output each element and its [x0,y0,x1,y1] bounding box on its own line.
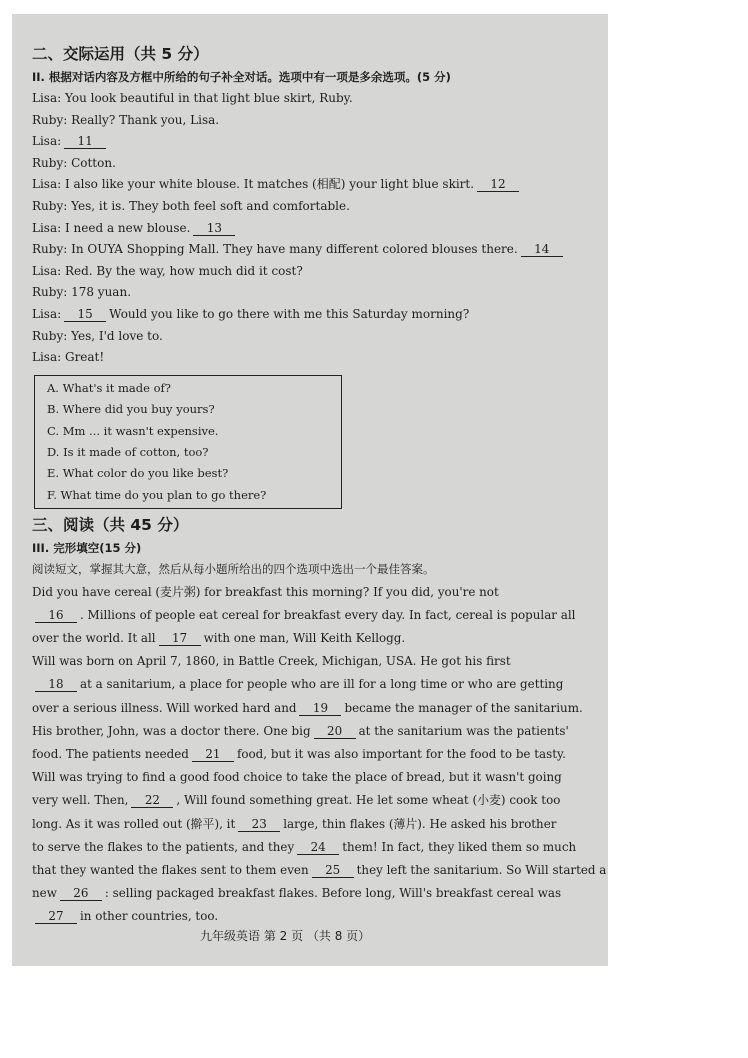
answer-blank: 27 [35,909,77,924]
line-text: Ruby: Cotton. [32,155,116,170]
answer-blank: 21 [192,747,234,762]
line-text: very well. Then, [32,793,129,808]
dialogue [32,88,600,369]
line-text: Lisa: I also like your white blouse. It matches (相配) your light blue skirt. [32,177,475,192]
text-line [32,218,600,240]
answer-blank: 25 [312,863,354,878]
answer-blank: 23 [238,817,280,832]
text-line [32,697,600,720]
exam-page [12,14,608,966]
text-line [32,581,600,604]
answer-blank: 24 [297,840,339,855]
line-text: Ruby: In OUYA Shopping Mall. They have many different colored blouses there. [32,242,518,257]
option-item: E. What color do you like best? [47,466,229,481]
text-line [32,282,600,304]
line-text: they left the sanitarium. So Will started a [356,862,607,877]
line-text: that they wanted the flakes sent to them even [32,862,309,877]
line-text: food, but it was also important for the food to be tasty. [236,746,566,761]
line-text: Lisa: [32,306,62,321]
line-text: : selling packaged breakfast flakes. Before long, Will's breakfast cereal was [104,886,562,901]
answer-blank: 13 [193,221,235,236]
option-item: B. Where did you buy yours? [47,402,215,417]
answer-blank: 14 [521,242,563,257]
text-line [32,88,600,110]
answer-blank: 15 [64,307,106,322]
text-line [32,789,600,812]
section3-title: 三、阅读（共 45 分） [32,516,189,535]
line-text: new [32,886,57,901]
text-line [32,743,600,766]
options-box [34,375,342,509]
line-text: Ruby: Yes, I'd love to. [32,328,163,343]
line-text: Ruby: Really? Thank you, Lisa. [32,112,220,127]
text-line [32,326,600,348]
line-text: Will was born on April 7, 1860, in Battle Creek, Michigan, USA. He got his first [32,654,511,669]
line-text: Lisa: Red. By the way, how much did it cost? [32,263,303,278]
line-text: in other countries, too. [80,909,219,924]
line-text: to serve the flakes to the patients, and they [32,839,295,854]
answer-blank: 22 [131,793,173,808]
line-text: food. The patients needed [32,746,189,761]
option-item: C. Mm ... it wasn't expensive. [47,423,219,438]
line-text: . Millions of people eat cereal for breakfast every day. In fact, cereal is popular all [80,607,576,622]
line-text: His brother, John, was a doctor there. One big [32,723,311,738]
text-line [32,813,600,836]
text-line [32,882,600,905]
section2-title: 二、交际运用（共 5 分） [32,45,209,63]
line-text: became the manager of the sanitarium. [344,700,583,715]
line-text: with one man, Will Keith Kellogg. [203,631,406,646]
text-line [32,859,607,882]
answer-blank: 12 [477,177,519,192]
option-item: D. Is it made of cotton, too? [47,444,209,459]
section2-instruction: II. 根据对话内容及方框中所给的句子补全对话。选项中有一项是多余选项。(5 分) [32,70,451,84]
answer-blank: 16 [35,608,77,623]
text-line [32,239,600,261]
text-line [32,650,600,673]
line-text: long. As it was rolled out (擀平), it [32,816,236,831]
text-line [32,720,600,743]
answer-blank: 17 [159,631,201,646]
line-text: Did you have cereal (麦片粥) for breakfast this morning? If you did, you're not [32,584,499,599]
text-line [32,627,600,650]
text-line [32,131,600,153]
page-footer: 九年级英语 第 2 页 （共 8 页） [200,929,371,943]
line-text: at a sanitarium, a place for people who are ill for a long time or who are getting [80,677,564,692]
line-text: Ruby: Yes, it is. They both feel soft and comfortable. [32,198,350,213]
answer-blank: 11 [64,134,106,149]
line-text: Will was trying to find a good food choice to take the place of bread, but it wasn't going [32,770,562,785]
answer-blank: 20 [314,724,356,739]
line-text: Ruby: 178 yuan. [32,285,132,300]
line-text: Lisa: You look beautiful in that light blue skirt, Ruby. [32,91,353,105]
text-line [32,673,600,696]
text-line [32,174,600,196]
line-text: them! In fact, they liked them so much [342,839,577,854]
line-text: at the sanitarium was the patients' [358,723,569,738]
answer-blank: 19 [299,701,341,716]
line-text: Lisa: [32,134,62,149]
line-text: Lisa: I need a new blouse. [32,220,191,235]
option-item: F. What time do you plan to go there? [47,487,267,502]
text-line [32,347,600,369]
text-line [32,153,600,175]
line-text: over the world. It all [32,631,156,646]
line-text: Would you like to go there with me this Saturday morning? [109,306,470,321]
text-line [32,196,600,218]
line-text: , Will found something great. He let some wheat (小麦) cook too [176,793,561,808]
text-line [32,836,600,859]
cloze-passage [32,581,607,929]
page-content [32,42,607,928]
line-text: Lisa: Great! [32,350,105,365]
line-text: large, thin flakes (薄片). He asked his brother [283,816,557,831]
section3-subtitle: III. 完形填空(15 分) [32,541,142,556]
answer-blank: 26 [60,886,102,901]
text-line [32,304,600,326]
text-line [32,261,600,283]
text-line [32,766,600,789]
text-line [32,604,600,627]
option-item: A. What's it made of? [47,380,171,395]
answer-blank: 18 [35,677,77,692]
line-text: over a serious illness. Will worked hard and [32,700,297,715]
text-line [32,110,600,132]
text-line [32,905,600,928]
section3-instruction: 阅读短文，掌握其大意，然后从每小题所给出的四个选项中选出一个最佳答案。 [32,562,435,577]
